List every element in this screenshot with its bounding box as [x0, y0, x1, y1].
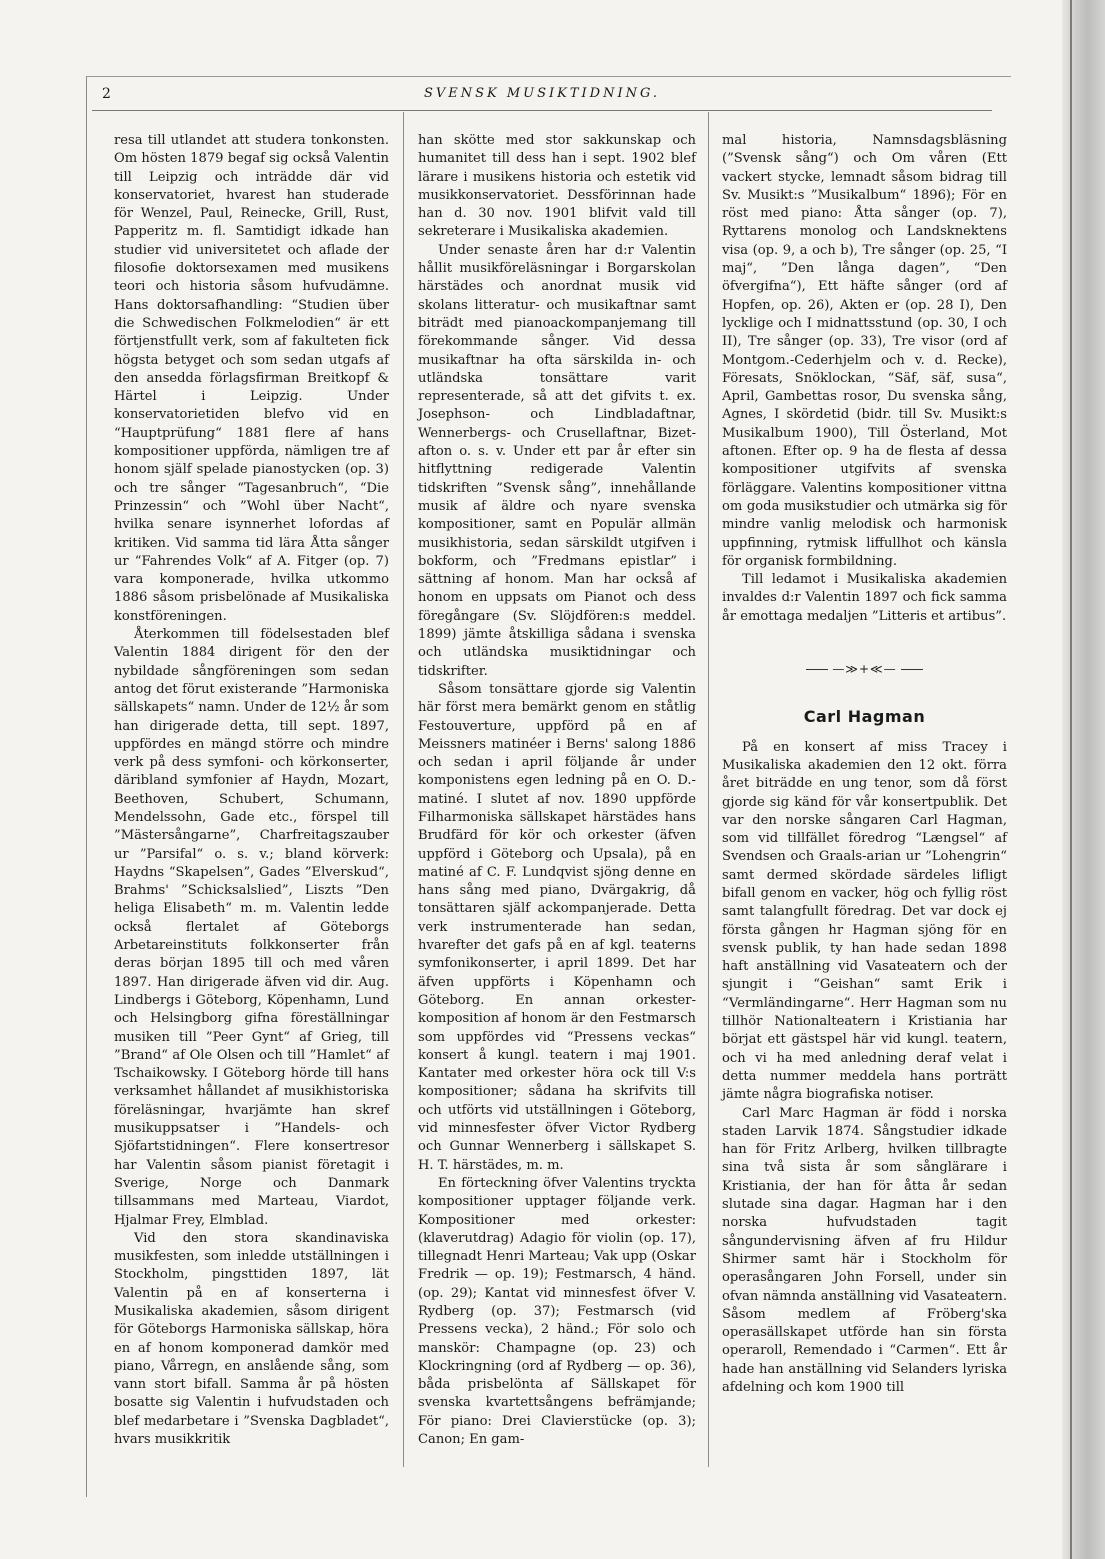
page-header	[92, 80, 992, 111]
text-column-1	[114, 132, 389, 1449]
column-divider	[708, 112, 709, 1467]
paragraph: Under senaste åren har d:r Valentin hållit musikföreläsningar i Borgarskolan härstädes och anordnat musik vid skolans litteratur- och musikaftnar samt biträdt med pianoackompanjemang till förekommande sånger. Vid dessa musikaftnar ha ofta särskilda in- och utländska tonsättare varit representerade, så att det gifvits t. ex. Josephson- och Lindbladaftnar, Wennerbergs- och Crusellaftnar, Bizet-afton o. s. v. Under ett par år efter sin hitflyttning redigerade Valentin tidskriften ”Svensk sång”, innehållande musik af äldre och nyare svenska kompositioner, samt en Populär allmän musikhistoria, sedan särskildt utgifven i bokform, och ”Fredmans epistlar” i sättning af honom. Man har också af honom en uppsats om Pianot och dess föregångare (Sv. Slöjdfören:s meddel. 1899) jämte åtskilliga sådana i svenska och utländska musiktidningar och tidskrifter.	[418, 242, 696, 679]
paragraph: Såsom tonsättare gjorde sig Valentin här först mera bemärkt genom en ståtlig Festouverture, uppförd på en af Meissners matinéer i Berns' salong 1886 och sedan i april följande år under komponistens egen ledning på en O. D.-matiné. I slutet af nov. 1890 uppförde Filharmoniska sällskapet härstädes hans Brudfärd för kör och orkester (äfven uppförd i Göteborg och Upsala), på en matiné af C. F. Lundqvist sjöng denne en hans sång med piano, Dvärgakrig, då tonsättaren själf ackompanjerade. Detta verk instrumenterade han sedan, hvarefter det gafs på en af kgl. teaterns symfonikonserter, i april 1899. Det har äfven uppförts i Köpenhamn och Göteborg. En annan orkester-komposition af honom är den Festmarsch som uppfördes vid “Pressens veckas“ konsert å kungl. teatern i maj 1901. Kantater med orkester höra ock till V:s kompositioner; sådana ha skrifvits till och utförts vid utställningen i Göteborg, vid minnesfester öfver Victor Rydberg och Gunnar Wennerberg i sällskapet S. H. T. härstädes, m. m.	[418, 681, 696, 1173]
paragraph: Carl Marc Hagman är född i norska staden Larvik 1874. Sångstudier idkade han för Fritz Arlberg, hvilken tillbragte sina två sista år som sånglärare i Kristiania, der han för åtta år sedan slutade sina dagar. Hagman har i den norska hufvudstaden tagit sångundervisning äfven af fru Hildur Shirmer samt här i Stockholm för operasångaren John Forsell, under sin ofvan nämnda anställning vid Vasateatern. Såsom medlem af Fröberg'ska operasällskapet utförde han sin första operaroll, Remendado i “Carmen“. Ett år hade han anställning vid Selanders lyriska afdelning och kom 1900 till	[722, 1105, 1007, 1395]
section-heading: Carl Hagman	[803, 707, 926, 727]
paragraph: Till ledamot i Musikaliska akademien invaldes d:r Valentin 1897 och fick samma år emottaga medaljen ”Litteris et artibus”.	[722, 572, 1007, 624]
running-title: SVENSK MUSIKTIDNING.	[423, 86, 661, 101]
paragraph: han skötte med stor sakkunskap och humanitet till dess han i sept. 1902 blef lärare i musikens historia och estetik vid musikkonservatoriet. Dessförinnan hade han d. 30 nov. 1901 blifvit vald till sekreterare i Musikaliska akademien.	[418, 133, 696, 240]
text-column-3	[722, 132, 1007, 1397]
paragraph: mal historia, Namnsdagsbläsning (”Svensk sång“) och Om våren (Ett vackert stycke, lemnadt såsom bidrag till Sv. Musikt:s ”Musikalbum“ 1896); För en röst med piano: Åtta sånger (op. 7), Ryttarens monolog och Landsknektens visa (op. 9, a och b), Tre sånger (op. 25, “I maj“, ”Den långa dagen”, “Den öfvergifna“), Ett häfte sånger (ord af Hopfen, op. 26), Akten er (op. 28 I), Den lycklige och I midnattsstund (op. 30, I och II), Tre sånger (op. 33), Tre visor (ord af Montgom.-Cederhjelm och v. d. Recke), Föresats, Snöklockan, “Säf, säf, susa“, April, Gambettas rosor, Du svenska sång, Agnes, I skördetid (bidr. till Sv. Musikt:s Musikalbum 1900), Till Österland, Mot aftonen. Efter op. 9 ha de flesta af dessa kompositioner utgifvits af svenska förläggare. Valentins kompositioner vittna om goda musikstudier och utmärka sig för mindre vanlig melodisk och harmonisk uppfinning, rytmisk liffullhot och känsla för organisk formbildning.	[722, 133, 1007, 569]
paragraph: På en konsert af miss Tracey i Musikaliska akademien den 12 okt. förra året biträdde en ung tenor, som då först gjorde sig känd för vår konsertpublik. Det var den norske sångaren Carl Hagman, som vid tillfället föredrog “Længsel“ af Svendsen och Graals-arian ur ”Lohengrin“ samt dermed skördade särdeles lifligt bifall genom en vacker, hög och fyllig röst samt talangfullt föredrag. Det var dock ej första gången hr Hagman sjöng för en svensk publik, ty han hade sedan 1898 haft anställning vid Vasateatern och der sjungit i “Geishan“ samt Erik i “Vermländingarne“. Herr Hagman som nu tillhör Nationalteatern i Kristiania har börjat ett gästspel här vid kungl. teatern, och vi ha med anledning deraf velat i detta nummer meddela hans porträtt jämte några biografiska notiser.	[722, 739, 1007, 1103]
paragraph: resa till utlandet att studera tonkonsten. Om hösten 1879 begaf sig också Valentin till Leipzig och inträdde där vid konservatoriet, hvarest han studerade för Wenzel, Paul, Reinecke, Grill, Rust, Papperitz m. fl. Samtidigt idkade han studier vid universitetet och aflade der filosofie doktorsexamen med musikens teori och historia såsom hufvudämne. Hans doktorsafhandling: “Studien über die Schwedischen Folkmelodien“ är ett förtjenstfullt verk, som af fakulteten fick högsta betyget och som sedan utgafs af den ansedda förlagsfirman Breitkopf & Härtel i Leipzig. Under konservatorietiden blefvo vid en “Hauptprüfung“ 1881 flere af hans kompositioner uppförda, nämligen tre af honom själf spelade pianostycken (op. 3) och tre sånger “Tagesanbruch“, “Die Prinzessin“ och ”Wohl über Nacht“, hvilka senare isynnerhet lofordas af kritiken. Vid samma tid lära Åtta sånger ur “Fahrendes Volk“ af A. Fitger (op. 7) vara komponerade, hvilka utkommo 1886 såsom prisbelönade af Musikaliska konstföreningen.	[114, 133, 389, 624]
page-number: 2	[102, 86, 111, 102]
page-binding-edge	[1062, 0, 1105, 1559]
paragraph: En förteckning öfver Valentins tryckta kompositioner upptager följande verk. Kompositioner med orkester: (klaverutdrag) Adagio för violin (op. 17), tillegnadt Henri Marteau; Vak upp (Oskar Fredrik — op. 19); Festmarsch, 4 händ. (op. 29); Kantat vid minnesfest öfver V. Rydberg (op. 37); Festmarsch (vid Pressens vecka), 2 händ.; För solo och manskör: Champagne (op. 23) och Klockringning (ord af Rydberg — op. 36), båda prisbelönta af Sällskapet för svenska kvartettsångens befrämjande; För piano: Drei Clavierstücke (op. 3); Canon; En gam-	[418, 1175, 696, 1448]
column-divider	[403, 112, 404, 1467]
section-ornament: —≫+≪—	[722, 660, 1007, 678]
paragraph: Vid den stora skandinaviska musikfesten, som inledde utställningen i Stockholm, pingsttiden 1897, lät Valentin på en af konserterna i Musikaliska akademien, såsom dirigent för Göteborgs Harmoniska sällskap, höra en af honom komponerad damkör med piano, Vårregn, en anslående sång, som vann stort bifall. Samma år på hösten bosatte sig Valentin i hufvudstaden och blef medarbetare i ”Svenska Dagbladet“, hvars musikkritik	[114, 1230, 389, 1448]
text-column-2	[418, 132, 696, 1449]
paragraph: Återkommen till födelsestaden blef Valentin 1884 dirigent för den der nybildade sångföreningen som sedan antog det förut existerande ”Harmoniska sällskapets“ namn. Under de 12½ år som han dirigerade detta, till sept. 1897, uppfördes en mängd större och mindre verk på dess symfoni- och körkonserter, däribland symfonier af Haydn, Mozart, Beethoven, Schubert, Schumann, Mendelssohn, Gade etc., förspel till ”Mästersångarne”, Charfreitagszauber ur ”Parsifal“ o. s. v.; bland körverk: Haydns “Skapelsen”, Gades ”Elverskud“, Brahms' ”Schicksalslied”, Liszts ”Den heliga Elisabeth“ m. m. Valentin ledde också flertalet af Göteborgs Arbetareinstituts folkkonserter från deras början 1895 till och med våren 1897. Han dirigerade äfven vid dir. Aug. Lindbergs i Göteborg, Köpenhamn, Lund och Helsingborg gifna föreställningar musiken till ”Peer Gynt“ af Grieg, till ”Brand“ af Ole Olsen och till ”Hamlet“ af Tschaikowsky. I Göteborg hörde till hans verksamhet hållandet af musikhistoriska föreläsningar, hvarjämte han skref musikuppsatser i ”Handels- och Sjöfartstidningen“. Flere konsertresor har Valentin såsom pianist företagit i Sverige, Norge och Danmark tillsammans med Marteau, Viardot, Hjalmar Frey, Elmblad.	[114, 627, 389, 1228]
